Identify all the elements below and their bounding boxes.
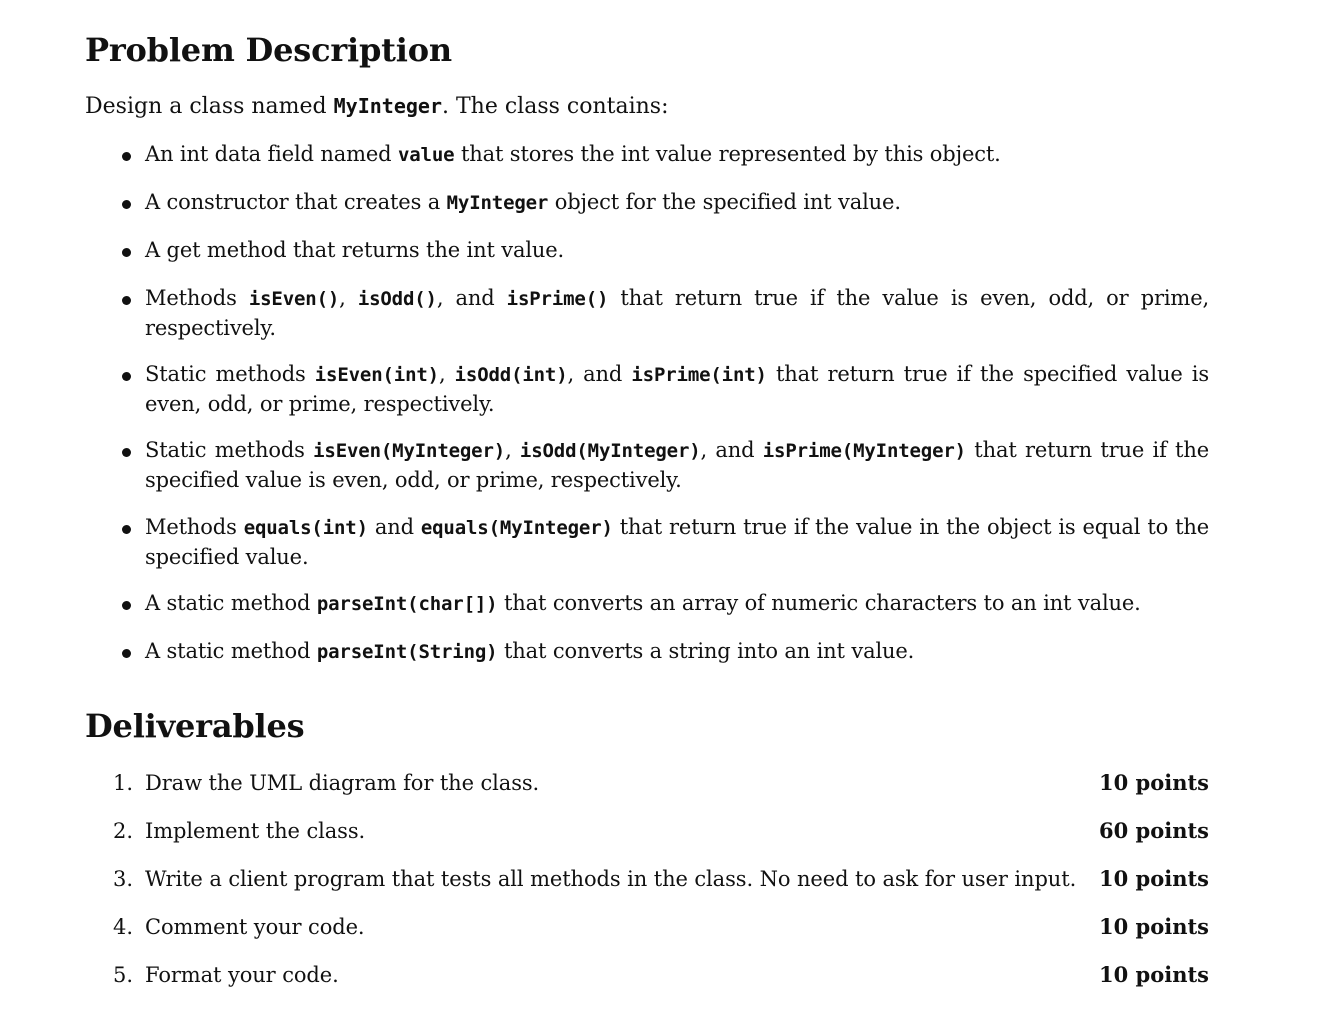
deliverable-number: 3. [113,867,134,891]
requirement-text [145,236,1209,265]
requirement-text-segment: Static methods [145,362,315,386]
code-identifier: isPrime() [506,288,609,310]
requirement-text-segment: that return true if the value in the object is equal to the specified value. [145,515,1210,569]
requirement-text-segment: A get method that returns the int value. [145,238,565,262]
code-identifier: MyInteger [446,192,549,214]
deliverable-item [85,864,1209,894]
requirement-text-segment: A constructor that creates a [145,190,447,214]
bullet-icon [122,601,131,610]
code-identifier: parseInt(String) [316,641,498,663]
requirement-text-segment: , [505,438,520,462]
requirement-text [145,284,1209,343]
deliverable-number: 1. [113,771,134,795]
requirement-text-segment: and [367,515,421,539]
requirement-text [145,188,1209,218]
requirement-text-segment: that converts an array of numeric characters to an int value. [497,591,1141,615]
deliverable-number: 2. [113,819,134,843]
requirement-text-segment: that return true if the value is even, odd, or prime, respectively. [145,286,1210,340]
intro-text-after: . The class contains: [442,94,669,119]
requirement-text-segment: , [339,286,358,310]
intro-paragraph [85,91,669,122]
deliverable-number: 5. [113,963,134,987]
deliverable-item [85,768,1209,798]
deliverable-number: 4. [113,915,134,939]
deliverable-points: 10 points [1099,914,1209,939]
requirement-text [145,436,1209,495]
bullet-icon [122,296,131,305]
deliverable-points: 10 points [1099,866,1209,891]
requirement-text-segment: that converts a string into an int value. [497,639,915,663]
deliverable-item [85,912,1209,942]
requirement-text-segment: that return true if the specified value is even, odd, or prime, respectively. [145,362,1209,416]
deliverable-item [85,960,1209,990]
requirement-text-segment: , and [700,438,763,462]
requirement-text-segment: An int data field named [145,142,398,166]
code-identifier: isPrime(MyInteger) [762,440,966,462]
requirement-text [145,637,1209,667]
intro-text-before: Design a class named [85,94,334,119]
requirement-text [145,360,1209,419]
requirement-text [145,140,1209,170]
code-identifier: equals(MyInteger) [420,517,613,539]
requirement-text-segment: Static methods [145,438,314,462]
code-identifier: value [397,144,455,166]
deliverable-points: 60 points [1099,818,1209,843]
requirement-text-segment: Methods [145,286,249,310]
intro-class-name: MyInteger [333,94,443,118]
requirement-text [145,589,1209,619]
deliverable-text: Implement the class. [145,819,366,843]
deliverable-points: 10 points [1099,962,1209,987]
bullet-icon [122,649,131,658]
code-identifier: isOdd(MyInteger) [519,440,701,462]
requirement-text-segment: , and [567,362,632,386]
requirement-text-segment: that stores the int value represented by this object. [454,142,1001,166]
bullet-icon [122,200,131,209]
deliverable-item [85,816,1209,846]
bullet-icon [122,525,131,534]
problem-description-heading: Problem Description [85,31,452,69]
requirement-text-segment: object for the specified int value. [548,190,901,214]
deliverables-heading: Deliverables [85,707,305,745]
code-identifier: isOdd(int) [454,364,568,386]
deliverable-text: Comment your code. [145,915,365,939]
code-identifier: equals(int) [243,517,368,539]
requirement-text-segment: A static method [145,639,317,663]
code-identifier: isOdd() [357,288,437,310]
bullet-icon [122,152,131,161]
requirement-text [145,513,1209,572]
requirement-text-segment: that return true if the specified value is even, odd, or prime, respectively. [145,438,1209,492]
deliverable-points: 10 points [1099,770,1209,795]
bullet-icon [122,372,131,381]
bullet-icon [122,448,131,457]
code-identifier: isEven(int) [314,364,439,386]
requirement-text-segment: , and [436,286,507,310]
deliverable-text: Draw the UML diagram for the class. [145,771,540,795]
code-identifier: parseInt(char[]) [316,593,498,615]
requirement-text-segment: Methods [145,515,244,539]
code-identifier: isEven() [248,288,340,310]
bullet-icon [122,248,131,257]
deliverable-text: Write a client program that tests all methods in the class. No need to ask for user input. [145,867,1077,891]
code-identifier: isPrime(int) [631,364,767,386]
requirement-text-segment: A static method [145,591,317,615]
deliverable-text: Format your code. [145,963,339,987]
requirement-text-segment: , [438,362,455,386]
code-identifier: isEven(MyInteger) [313,440,506,462]
